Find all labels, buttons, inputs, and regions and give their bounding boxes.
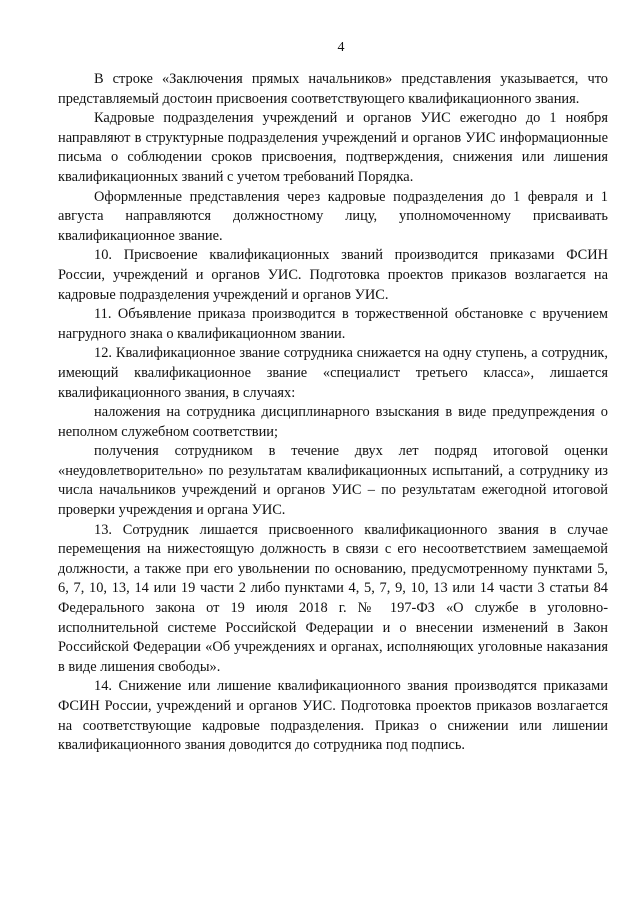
paragraph: 12. Квалификационное звание сотрудника снижается на одну ступень, а сотрудник, имеющий квалификационное звание «специалист третьего класса», лишается квалификационного звания, в случаях:: [58, 345, 608, 401]
paragraph: 10. Присвоение квалификационных званий производится приказами ФСИН России, учреждений и органов УИС. Подготовка проектов приказов возлагается на кадровые подразделения учреждений и органов УИС.: [58, 247, 608, 303]
paragraph: наложения на сотрудника дисциплинарного взыскания в виде предупреждения о неполном служебном соответствии;: [58, 404, 608, 440]
paragraph: Оформленные представления через кадровые подразделения до 1 февраля и 1 августа направляются должностному лицу, уполномоченному присваивать квалификационное звание.: [58, 188, 608, 244]
paragraph: получения сотрудником в течение двух лет подряд итоговой оценки «неудовлетворительно» по результатам квалификационных испытаний, а сотруднику из числа начальников учреждений и органов УИС – по результатам ежегодной итоговой проверки учреждения и органа УИС.: [58, 443, 608, 519]
paragraph: Кадровые подразделения учреждений и органов УИС ежегодно до 1 ноября направляют в структурные подразделения учреждений и органов УИС информационные письма о соблюдении сроков присвоения, подтверждения, снижения или лишения квалификационных званий с учетом требований Порядка.: [58, 110, 608, 185]
paragraph: 13. Сотрудник лишается присвоенного квалификационного звания в случае перемещения на нижестоящую должность в связи с его несоответствием замещаемой должности, а также при его увольнении по основанию, предусмотренному пунктами 5, 6, 7, 10, 13, 14 или 19 части 2 либо пунктами 4, 5, 7, 9, 10, 13 или 14 части 3 статьи 84 Федерального закона от 19 июля 2018 г. № 197-ФЗ «О службе в уголовно-исполнительной системе Российской Федерации и о внесении изменений в Закон Российской Федерации «Об учреждениях и органах, исполняющих уголовные наказания в виде лишения свободы».: [58, 521, 608, 675]
document-body: [58, 70, 608, 756]
paragraph: 14. Снижение или лишение квалификационного звания производятся приказами ФСИН России, учреждений и органов УИС. Подготовка проектов приказов возлагается на соответствующие кадровые подразделения. Приказ о снижении или лишении квалификационного звания доводится до сотрудника под подпись.: [58, 678, 608, 754]
paragraph: 11. Объявление приказа производится в торжественной обстановке с вручением нагрудного знака о квалификационном звании.: [58, 306, 608, 342]
page-number: 4: [337, 40, 345, 55]
paragraph: В строке «Заключения прямых начальников» представления указывается, что представляемый достоин присвоения соответствующего квалификационного звания.: [58, 71, 608, 107]
